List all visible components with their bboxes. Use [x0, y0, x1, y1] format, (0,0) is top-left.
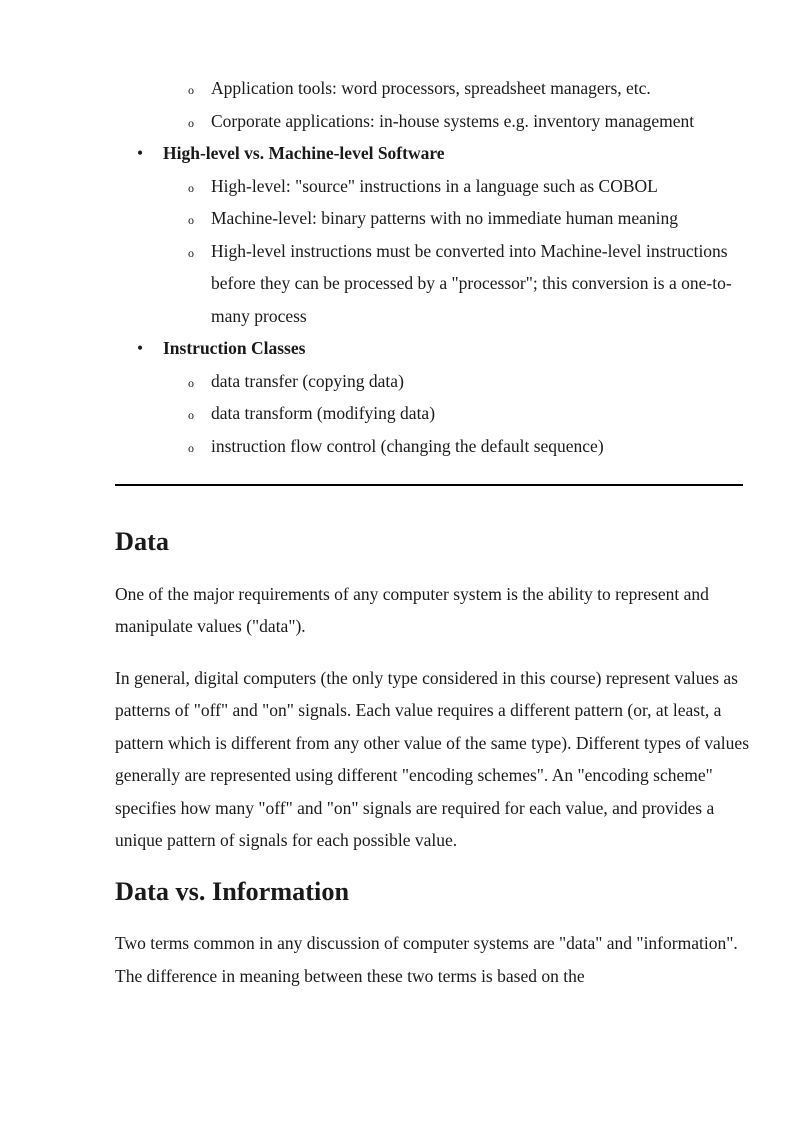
list-item	[0, 105, 741, 138]
disc-bullet-icon: •	[137, 338, 144, 358]
horizontal-divider	[115, 484, 743, 486]
main-content	[115, 526, 755, 992]
list-item	[0, 202, 741, 235]
sublist	[0, 170, 800, 333]
list-item-text: Application tools: word processors, spreadsheet managers, etc.	[211, 78, 651, 98]
paragraph: One of the major requirements of any computer system is the ability to represent and manipulate values ("data").	[115, 583, 709, 636]
list-section-title: Instruction Classes	[163, 338, 306, 358]
circle-bullet-icon: o	[188, 213, 194, 227]
list-item-text: instruction flow control (changing the default sequence)	[211, 435, 604, 456]
continued-sublist	[0, 72, 800, 137]
list-section-title: High-level vs. Machine-level Software	[163, 143, 445, 163]
paragraph: In general, digital computers (the only type considered in this course) represent values as patterns of "off" and "on" signals. Each value requires a different pattern (or, at least, a pattern which is different from any other value of the same type). Different types of values generally are represented using different "encoding schemes". An "encoding scheme" specifies how many "off" and "on" signals are required for each value, and provides a unique pattern of signals for each possible value.	[115, 667, 749, 850]
list-section	[0, 137, 800, 332]
disc-bullet-icon: •	[137, 143, 144, 163]
circle-bullet-icon: o	[188, 115, 194, 130]
list-item-text: High-level instructions must be converted into Machine-level instructions before they can be processed by a "processor"; this conversion is a one-to-many process	[211, 240, 732, 326]
list-item	[0, 235, 741, 333]
section-heading-data: Data	[115, 527, 169, 556]
list-item-text: data transform (modifying data)	[211, 403, 436, 423]
list-section	[0, 332, 800, 462]
main-list	[0, 137, 800, 462]
circle-bullet-icon: o	[188, 408, 194, 422]
circle-bullet-icon: o	[188, 245, 194, 260]
section-heading-data-vs-information: Data vs. Information	[115, 876, 350, 906]
list-item	[0, 365, 741, 398]
list-item	[0, 72, 741, 105]
list-item	[0, 397, 741, 430]
software-list	[0, 72, 800, 462]
circle-bullet-icon: o	[188, 83, 194, 97]
circle-bullet-icon: o	[188, 440, 194, 455]
circle-bullet-icon: o	[188, 375, 194, 390]
paragraph: Two terms common in any discussion of computer systems are "data" and "information". The difference in meaning between these two terms is based on the	[115, 933, 738, 986]
list-item-text: Machine-level: binary patterns with no immediate human meaning	[211, 208, 679, 228]
list-item-text: data transfer (copying data)	[211, 370, 404, 391]
list-item-text: High-level: "source" instructions in a language such as COBOL	[211, 175, 658, 196]
sublist	[0, 365, 800, 463]
list-item-text: Corporate applications: in-house systems e.g. inventory management	[211, 110, 695, 131]
circle-bullet-icon: o	[188, 180, 194, 195]
list-item	[0, 170, 741, 203]
list-item	[0, 430, 741, 463]
